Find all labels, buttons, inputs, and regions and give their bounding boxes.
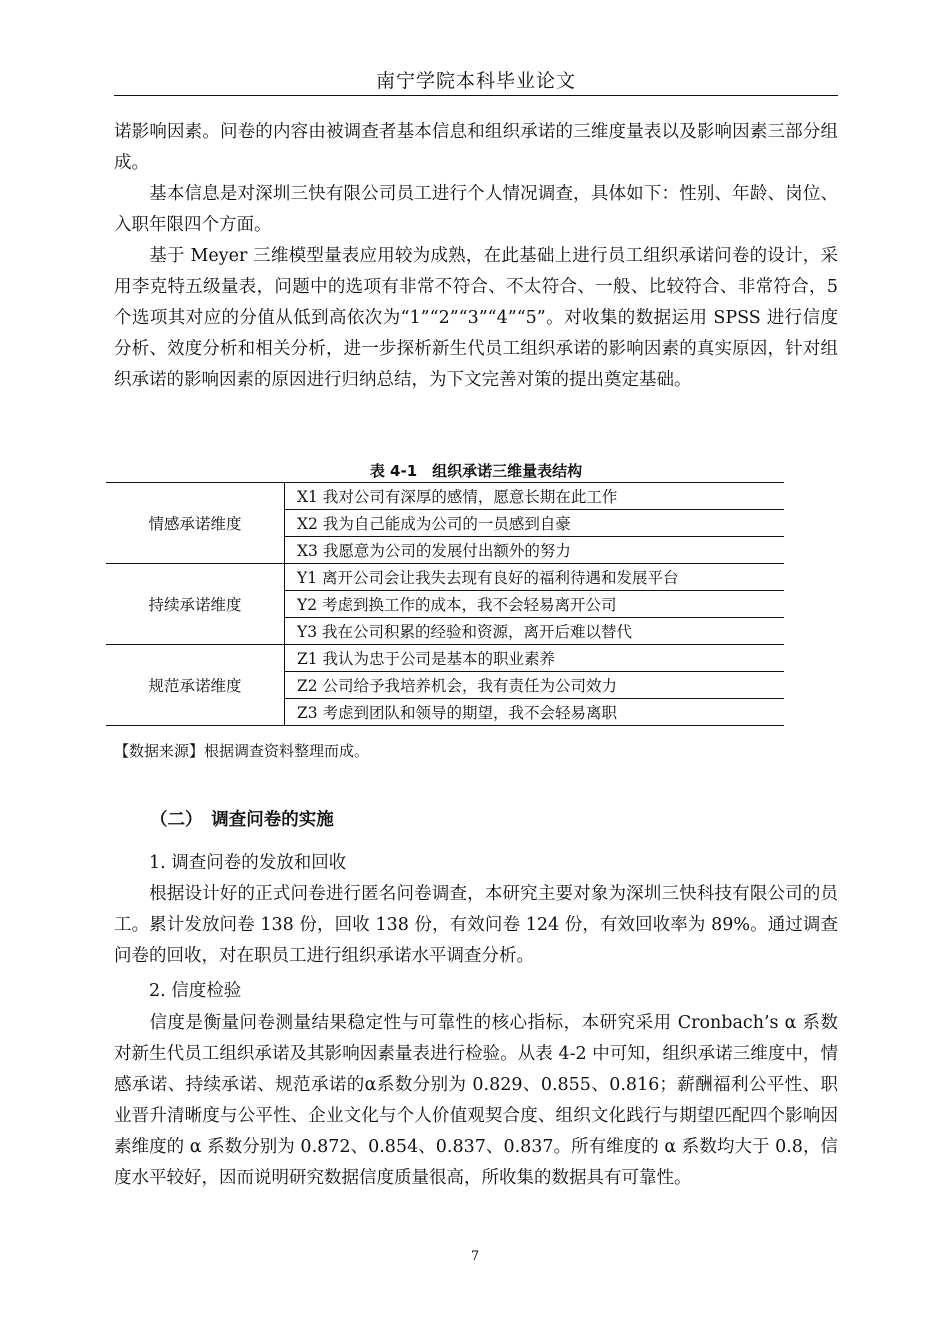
table-row [106, 483, 784, 510]
paragraph-text: 信度是衡量问卷测量结果稳定性与可靠性的核心指标，本研究采用 Cronbach’s α 系数对新生代员工组织承诺及其影响因素量表进行检验。从表 4-2 中可知，组织承诺三维度中，情感承诺、持续承诺、规范承诺的α系数分别为 0.829、0.855、0.816；薪酬福利公平性、职业晋升清晰度与公平性、企业文化与个人价值观契合度、组织文化践行与期望匹配四个影响因素维度的 α 系数分别为 0.872、0.854、0.837、0.837。所有维度的 α 系数均大于 0.8，信度水平较好，因而说明研究数据信度质量很高，所收集的数据具有可靠性。 [114, 1013, 838, 1188]
subsection-heading-1 [114, 848, 838, 879]
dimension-label: 持续承诺维度 [106, 564, 285, 645]
table-row [106, 645, 784, 672]
commitment-scale-table [106, 482, 784, 726]
subsection-heading-2 [114, 976, 838, 1007]
paragraph-text: 诺影响因素。问卷的内容由被调查者基本信息和组织承诺的三维度量表以及影响因素三部分组成。 [114, 122, 838, 173]
subsection-title: 1. 调查问卷的发放和回收 [149, 853, 347, 873]
table-row [106, 564, 784, 591]
scale-item: X1 我对公司有深厚的感情，愿意长期在此工作 [285, 483, 785, 510]
paragraph-text: 基本信息是对深圳三快有限公司员工进行个人情况调查，具体如下：性别、年龄、岗位、入职年限四个方面。 [114, 184, 838, 235]
section-heading: （二） 调查问卷的实施 [150, 810, 334, 830]
paragraph-basic-info [114, 179, 838, 241]
paragraph-distribution [114, 879, 838, 972]
subsection-title: 2. 信度检验 [149, 981, 242, 1001]
scale-item: Y1 离开公司会让我失去现有良好的福利待遇和发展平台 [285, 564, 785, 591]
header-rule [114, 95, 838, 96]
scale-item: Y3 我在公司积累的经验和资源，离开后难以替代 [285, 618, 785, 645]
scale-item: X2 我为自己能成为公司的一员感到自豪 [285, 510, 785, 537]
scale-item: Z2 公司给予我培养机会，我有责任为公司效力 [285, 672, 785, 699]
scale-item: Z1 我认为忠于公司是基本的职业素养 [285, 645, 785, 672]
dimension-label: 情感承诺维度 [106, 483, 285, 564]
page-number: 7 [470, 1249, 480, 1264]
paragraph-meyer-model [114, 241, 838, 396]
table-source-note: 【数据来源】根据调查资料整理而成。 [114, 742, 370, 760]
page-header-title: 南宁学院本科毕业论文 [375, 70, 576, 92]
dimension-label: 规范承诺维度 [106, 645, 285, 726]
paragraph-intro-continued [114, 117, 838, 179]
paragraph-text: 基于 Meyer 三维模型量表应用较为成熟，在此基础上进行员工组织承诺问卷的设计，采用李克特五级量表，问题中的选项有非常不符合、不太符合、一般、比较符合、非常符合，5 个选项其对应的分值从低到高依次为“1”“2”“3”“4”“5”。对收集的数据运用 SPSS 进行信度分析、效度分析和相关分析，进一步探析新生代员工组织承诺的影响因素的真实原因，针对组织承诺的影响因素的原因进行归纳总结，为下文完善对策的提出奠定基础。 [114, 246, 838, 390]
paragraph-text: 根据设计好的正式问卷进行匿名问卷调查，本研究主要对象为深圳三快科技有限公司的员工。累计发放问卷 138 份，回收 138 份，有效问卷 124 份，有效回收率为 89%。通过调查问卷的回收，对在职员工进行组织承诺水平调查分析。 [114, 884, 838, 966]
paragraph-reliability [114, 1008, 838, 1194]
scale-item: Z3 考虑到团队和领导的期望，我不会轻易离职 [285, 699, 785, 726]
scale-item: X3 我愿意为公司的发展付出额外的努力 [285, 537, 785, 564]
table-caption: 表 4-1 组织承诺三维量表结构 [369, 462, 583, 480]
scale-item: Y2 考虑到换工作的成本，我不会轻易离开公司 [285, 591, 785, 618]
